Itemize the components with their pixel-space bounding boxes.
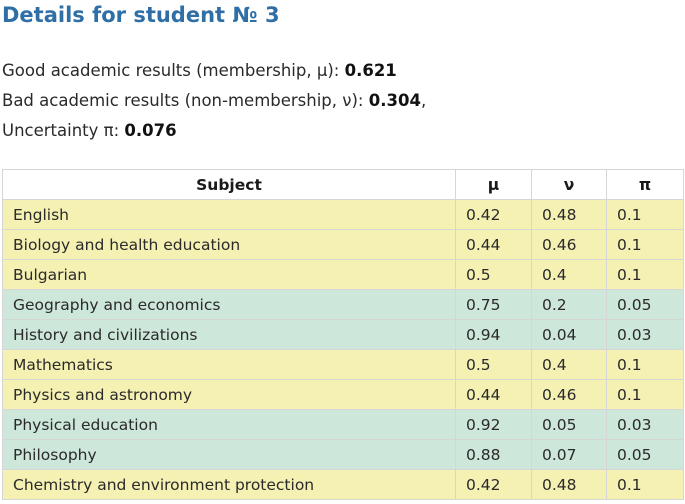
- non-membership-label: Bad academic results (non-membership, ν):: [2, 91, 369, 110]
- non-membership-suffix: ,: [420, 91, 427, 110]
- uncertainty-value: 0.076: [124, 121, 177, 140]
- table-row: [3, 290, 684, 320]
- pi-cell: 0.1: [607, 350, 684, 380]
- uncertainty-line: [2, 116, 426, 146]
- nu-cell: 0.04: [532, 320, 607, 350]
- nu-cell: 0.46: [532, 230, 607, 260]
- membership-label: Good academic results (membership, μ):: [2, 61, 345, 80]
- nu-cell: 0.07: [532, 440, 607, 470]
- pi-cell: 0.1: [607, 380, 684, 410]
- header-pi: π: [607, 170, 684, 200]
- subject-cell: Physical education: [3, 410, 456, 440]
- mu-cell: 0.75: [456, 290, 532, 320]
- non-membership-line: [2, 86, 426, 116]
- page-title: Details for student № 3: [2, 3, 280, 27]
- uncertainty-label: Uncertainty π:: [2, 121, 125, 140]
- subject-cell: English: [3, 200, 456, 230]
- subject-cell: Chemistry and environment protection: [3, 470, 456, 500]
- table-row: [3, 200, 684, 230]
- pi-cell: 0.03: [607, 410, 684, 440]
- nu-cell: 0.48: [532, 200, 607, 230]
- nu-cell: 0.46: [532, 380, 607, 410]
- pi-cell: 0.05: [607, 290, 684, 320]
- pi-cell: 0.05: [607, 440, 684, 470]
- header-nu: ν: [532, 170, 607, 200]
- pi-cell: 0.03: [607, 320, 684, 350]
- nu-cell: 0.4: [532, 350, 607, 380]
- pi-cell: 0.1: [607, 230, 684, 260]
- table-row: [3, 350, 684, 380]
- mu-cell: 0.88: [456, 440, 532, 470]
- membership-line: [2, 56, 426, 86]
- nu-cell: 0.2: [532, 290, 607, 320]
- summary: [2, 56, 426, 146]
- mu-cell: 0.42: [456, 470, 532, 500]
- header-mu: μ: [456, 170, 532, 200]
- mu-cell: 0.42: [456, 200, 532, 230]
- table-body: [3, 200, 684, 500]
- mu-cell: 0.44: [456, 230, 532, 260]
- pi-cell: 0.1: [607, 200, 684, 230]
- nu-cell: 0.48: [532, 470, 607, 500]
- subjects-table: [2, 169, 684, 500]
- mu-cell: 0.44: [456, 380, 532, 410]
- mu-cell: 0.5: [456, 260, 532, 290]
- pi-cell: 0.1: [607, 470, 684, 500]
- pi-cell: 0.1: [607, 260, 684, 290]
- header-subject: Subject: [3, 170, 456, 200]
- table-row: [3, 440, 684, 470]
- subject-cell: Geography and economics: [3, 290, 456, 320]
- nu-cell: 0.4: [532, 260, 607, 290]
- mu-cell: 0.94: [456, 320, 532, 350]
- subject-cell: History and civilizations: [3, 320, 456, 350]
- table-row: [3, 320, 684, 350]
- subject-cell: Biology and health education: [3, 230, 456, 260]
- subject-cell: Philosophy: [3, 440, 456, 470]
- table-row: [3, 470, 684, 500]
- table-header-row: [3, 170, 684, 200]
- nu-cell: 0.05: [532, 410, 607, 440]
- membership-value: 0.621: [344, 61, 397, 80]
- subject-cell: Physics and astronomy: [3, 380, 456, 410]
- non-membership-value: 0.304: [368, 91, 421, 110]
- table-row: [3, 230, 684, 260]
- mu-cell: 0.5: [456, 350, 532, 380]
- subject-cell: Bulgarian: [3, 260, 456, 290]
- table-row: [3, 380, 684, 410]
- subject-cell: Mathematics: [3, 350, 456, 380]
- table-row: [3, 260, 684, 290]
- table-row: [3, 410, 684, 440]
- mu-cell: 0.92: [456, 410, 532, 440]
